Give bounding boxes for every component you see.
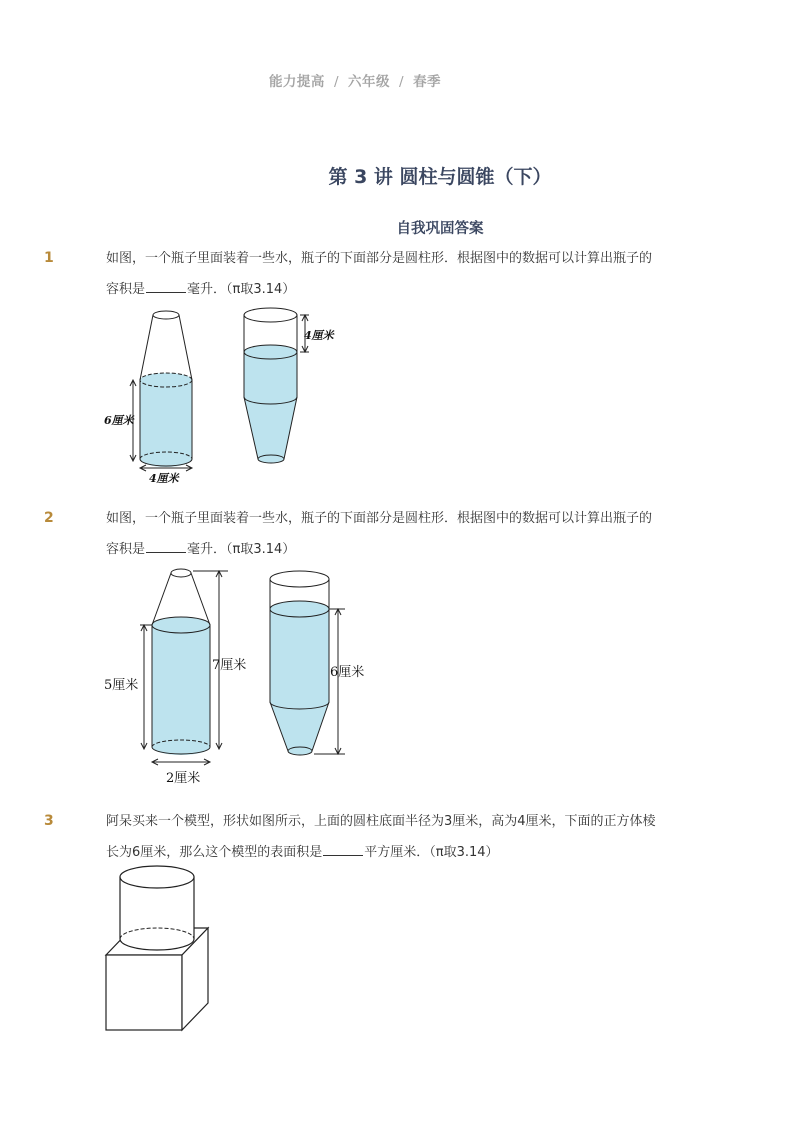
breadcrumb [0, 70, 710, 90]
answer-blank [146, 278, 186, 293]
question-text [106, 503, 726, 565]
bottle-top [270, 571, 329, 587]
question-text-part: 容积是 [106, 542, 146, 557]
dimension-label: 2厘米 [166, 771, 201, 786]
question-line [106, 837, 726, 868]
bottle-edge [152, 573, 171, 625]
bottle-top [244, 308, 297, 322]
question-text [106, 806, 726, 868]
question-text-part: 长为6厘米，那么这个模型的表面积是 [106, 845, 323, 860]
question-1-figure [100, 305, 360, 490]
bottle-neck [258, 455, 284, 463]
question-number: 2 [44, 510, 54, 526]
question-line [106, 534, 726, 565]
dimension-label: 7厘米 [212, 658, 247, 673]
section-title: 自我巩固答案 [396, 221, 484, 237]
water-surface [244, 345, 297, 359]
question-line: 阿呆买来一个模型，形状如图所示，上面的圆柱底面半径为3厘米，高为4厘米，下面的正方体棱 [106, 814, 656, 829]
water-fill [270, 609, 329, 755]
water-surface [140, 373, 192, 387]
dimension-label: 6厘米 [330, 665, 365, 680]
breadcrumb-separator: / [399, 74, 405, 90]
question-text-part: 容积是 [106, 282, 146, 297]
question-line: 如图，一个瓶子里面装着一些水，瓶子的下面部分是圆柱形．根据图中的数据可以计算出瓶子的 [106, 251, 653, 266]
bottle-neck [288, 747, 312, 755]
dimension-label: 6厘米 [104, 414, 134, 427]
bottle-edge [179, 315, 192, 380]
cylinder-top [120, 866, 194, 888]
breadcrumb-separator: / [333, 74, 339, 90]
bottle-edge [191, 573, 210, 625]
bottle-neck [153, 311, 179, 319]
breadcrumb-item: 春季 [413, 74, 442, 90]
question-line [106, 274, 726, 305]
water-surface [270, 601, 329, 617]
question-text [106, 243, 726, 305]
question-2-figure [100, 565, 400, 790]
breadcrumb-item: 能力提高 [268, 74, 325, 90]
answer-blank [323, 841, 363, 856]
bottle-edge [140, 315, 153, 380]
question-text-part: 平方厘米．（π取3.14） [364, 845, 499, 860]
water-surface [152, 617, 210, 633]
question-text-part: 毫升．（π取3.14） [187, 542, 296, 557]
dimension-label: 5厘米 [104, 678, 139, 693]
water-fill [152, 625, 210, 755]
question-text-part: 毫升．（π取3.14） [187, 282, 296, 297]
water-fill [244, 352, 297, 463]
page-title: 第 3 讲 圆柱与圆锥（下） [328, 166, 552, 188]
bottle-neck [171, 569, 191, 577]
question-number: 3 [44, 813, 54, 829]
cube-front-face [106, 955, 182, 1030]
dimension-label: 4厘米 [149, 472, 179, 485]
breadcrumb-item: 六年级 [348, 74, 390, 90]
question-3-figure [100, 865, 220, 1035]
dimension-label: 4厘米 [304, 329, 334, 342]
answer-blank [146, 538, 186, 553]
question-number: 1 [44, 250, 54, 266]
question-line: 如图，一个瓶子里面装着一些水，瓶子的下面部分是圆柱形．根据图中的数据可以计算出瓶子的 [106, 511, 653, 526]
